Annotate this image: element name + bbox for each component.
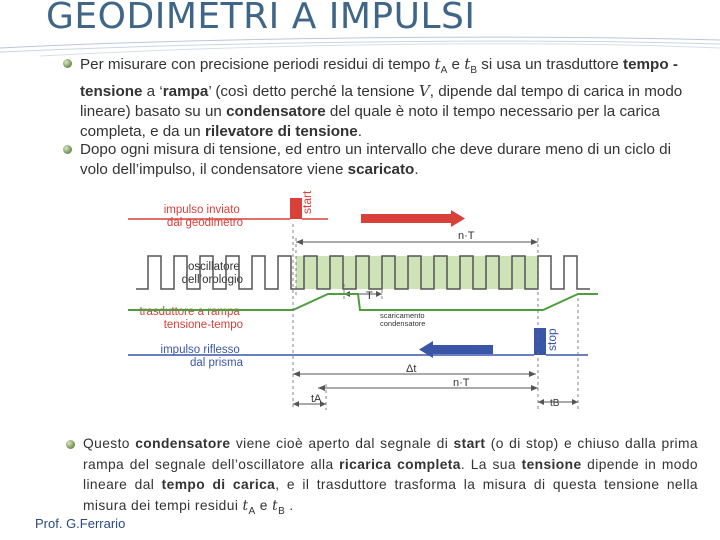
- slide-title: GEODIMETRI A IMPULSI: [46, 0, 476, 37]
- paragraph-3-text-run: t: [242, 497, 249, 514]
- paragraph-3: [83, 434, 698, 522]
- paragraph-3-text-run: , e il trasduttore trasforma la misura di questa tensione nella misura dei tempi residui: [83, 477, 699, 513]
- paragraph-3-text-run: viene cioè aperto dal segnale di: [230, 436, 454, 451]
- start-label: start: [300, 190, 314, 214]
- paragraph-3-text-run: B: [278, 505, 286, 517]
- nT-bottom-label: n·T: [453, 377, 470, 389]
- paragraph-1-text-run: Per misurare con precisione periodi residui di tempo: [80, 56, 435, 73]
- label-trasduttore: trasduttore a rampa tensione-tempo: [139, 306, 243, 331]
- paragraph-1-text-run: tempo -tensione: [80, 56, 678, 101]
- scaricamento-label: scaricamento condensatore: [380, 311, 426, 328]
- tA-label: tA: [311, 393, 322, 405]
- paragraph-1-text-run: .: [357, 123, 362, 141]
- paragraph-1-text-run: V: [418, 82, 430, 101]
- return-arrow: [433, 345, 493, 354]
- paragraph-3-text-run: . La sua: [460, 456, 522, 472]
- paragraph-1-text-run: , dipende dal tempo di carica in modo lineare) basato su un: [80, 83, 683, 121]
- paragraph-2-text-run: .: [414, 161, 419, 178]
- oscillator-band: [296, 256, 538, 289]
- label-oscillatore: oscillatore dell’orologio: [181, 261, 243, 286]
- paragraph-1-text-run: rampa: [162, 83, 209, 101]
- T-label: T: [366, 290, 373, 302]
- paragraph-2-text-run: scaricato: [347, 161, 415, 178]
- label-impulso-riflesso: impulso riflesso dal prisma: [160, 344, 243, 369]
- paragraph-2-text-run: Dopo ogni misura di tensione, ed entro un intervallo che deve durare meno di un ciclo di volo dell’impulso, il condensatore viene: [80, 141, 671, 178]
- paragraph-1-text-run: del quale è noto il tempo necessario per la carica completa, e da un: [80, 103, 660, 141]
- paragraph-3-text-run: (o di stop) e chiuso dalla prima rampa del segnale dell’oscillatore alla: [83, 436, 698, 472]
- paragraph-3-text-run: condensatore: [135, 436, 231, 451]
- bullet-marker-3: [66, 440, 75, 449]
- footer-author: Prof. G.Ferrario: [35, 516, 126, 531]
- label-impulso-inviato: impulso inviato dal geodimetro: [163, 204, 243, 229]
- paragraph-1-text-run: t: [464, 55, 471, 73]
- paragraph-3-text-run: tensione: [521, 456, 582, 472]
- paragraph-1-text-run: B: [470, 65, 477, 77]
- paragraph-1-text-run: condensatore: [226, 103, 326, 121]
- paragraph-3-text-run: Questo: [83, 436, 136, 451]
- paragraph-1-text-run: ’ (così detto perché la tensione: [208, 83, 419, 101]
- paragraph-3-text-run: t: [272, 497, 279, 514]
- paragraph-3-text-run: A: [248, 505, 256, 517]
- tB-label: tB: [550, 398, 560, 409]
- nT-top-label: n·T: [458, 230, 475, 242]
- bullet-marker-1: [63, 59, 72, 68]
- paragraph-1-text-run: e: [447, 56, 465, 73]
- paragraph-1: [80, 54, 702, 142]
- paragraph-1-text-run: rilevatore di tensione: [204, 123, 358, 141]
- paragraph-1-text-run: A: [440, 65, 448, 77]
- paragraph-3-text-run: e: [255, 497, 273, 513]
- paragraph-3-text-run: .: [285, 497, 294, 513]
- paragraph-2: [80, 140, 702, 180]
- timing-diagram: [128, 188, 608, 413]
- paragraph-1-text-run: a ‘: [142, 83, 163, 101]
- paragraph-1-text-run: t: [434, 55, 441, 73]
- stop-label: stop: [545, 328, 559, 351]
- paragraph-3-text-run: tempo di carica: [161, 477, 276, 492]
- paragraph-3-text-run: dipende in modo lineare dal: [83, 456, 698, 492]
- paragraph-3-text-run: start: [453, 436, 486, 451]
- outgoing-arrow: [361, 214, 451, 223]
- paragraph-3-text-run: ricarica completa: [339, 456, 461, 472]
- delta-t-label: Δt: [406, 363, 417, 375]
- paragraph-1-text-run: si usa un trasduttore: [477, 56, 624, 73]
- bullet-marker-2: [63, 145, 72, 154]
